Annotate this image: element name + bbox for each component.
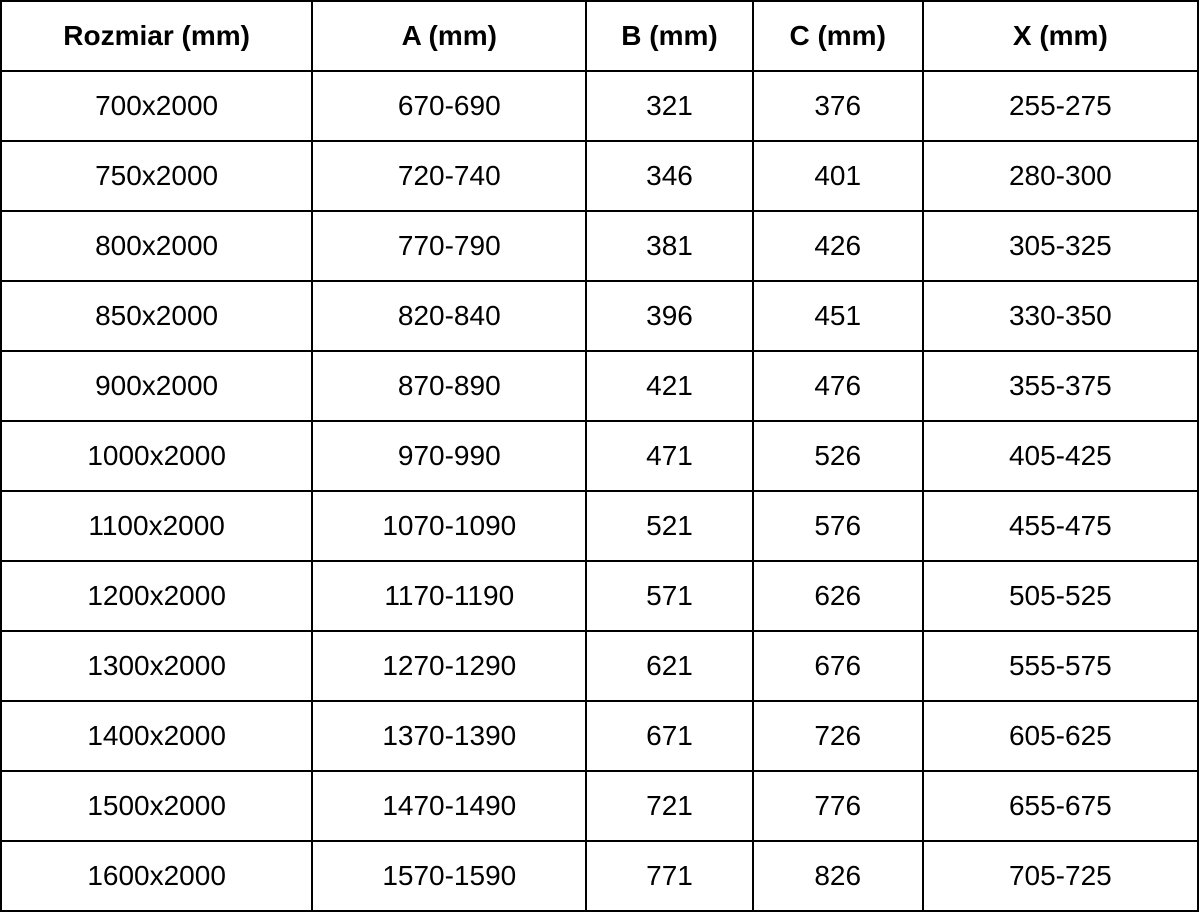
table-row: [1, 701, 1198, 771]
table-cell: 621: [586, 631, 752, 701]
table-cell: 455-475: [923, 491, 1198, 561]
table-cell: 305-325: [923, 211, 1198, 281]
table-row: [1, 351, 1198, 421]
table-cell: 1500x2000: [1, 771, 312, 841]
table-cell: 521: [586, 491, 752, 561]
table-cell: 700x2000: [1, 71, 312, 141]
table-cell: 355-375: [923, 351, 1198, 421]
table-cell: 1570-1590: [312, 841, 586, 911]
table-cell: 820-840: [312, 281, 586, 351]
table-cell: 870-890: [312, 351, 586, 421]
table-cell: 720-740: [312, 141, 586, 211]
table-cell: 1070-1090: [312, 491, 586, 561]
table-cell: 346: [586, 141, 752, 211]
column-header: Rozmiar (mm): [1, 1, 312, 71]
table-cell: 321: [586, 71, 752, 141]
table-cell: 381: [586, 211, 752, 281]
table-cell: 605-625: [923, 701, 1198, 771]
table-cell: 405-425: [923, 421, 1198, 491]
column-header: C (mm): [753, 1, 923, 71]
table-cell: 750x2000: [1, 141, 312, 211]
table-cell: 1300x2000: [1, 631, 312, 701]
table-cell: 671: [586, 701, 752, 771]
table-cell: 555-575: [923, 631, 1198, 701]
table-cell: 421: [586, 351, 752, 421]
table-cell: 1170-1190: [312, 561, 586, 631]
table-cell: 970-990: [312, 421, 586, 491]
table-cell: 571: [586, 561, 752, 631]
table-cell: 900x2000: [1, 351, 312, 421]
table-cell: 670-690: [312, 71, 586, 141]
table-cell: 1470-1490: [312, 771, 586, 841]
table-cell: 721: [586, 771, 752, 841]
table-cell: 376: [753, 71, 923, 141]
header-row: [1, 1, 1198, 71]
table-cell: 505-525: [923, 561, 1198, 631]
table-row: [1, 841, 1198, 911]
table-cell: 471: [586, 421, 752, 491]
table-cell: 451: [753, 281, 923, 351]
table-cell: 770-790: [312, 211, 586, 281]
column-header: X (mm): [923, 1, 1198, 71]
table-cell: 1600x2000: [1, 841, 312, 911]
table-cell: 280-300: [923, 141, 1198, 211]
table-cell: 655-675: [923, 771, 1198, 841]
table-cell: 1000x2000: [1, 421, 312, 491]
table-row: [1, 421, 1198, 491]
column-header: B (mm): [586, 1, 752, 71]
table-cell: 401: [753, 141, 923, 211]
table-body: [1, 71, 1198, 911]
table-cell: 576: [753, 491, 923, 561]
table-cell: 526: [753, 421, 923, 491]
table-row: [1, 771, 1198, 841]
table-cell: 626: [753, 561, 923, 631]
table-row: [1, 491, 1198, 561]
table-cell: 1370-1390: [312, 701, 586, 771]
table-row: [1, 141, 1198, 211]
table-cell: 396: [586, 281, 752, 351]
table-cell: 676: [753, 631, 923, 701]
column-header: A (mm): [312, 1, 586, 71]
table-cell: 1200x2000: [1, 561, 312, 631]
table-cell: 771: [586, 841, 752, 911]
table-row: [1, 281, 1198, 351]
table-cell: 800x2000: [1, 211, 312, 281]
table-cell: 705-725: [923, 841, 1198, 911]
table-row: [1, 561, 1198, 631]
table-cell: 1400x2000: [1, 701, 312, 771]
table-cell: 330-350: [923, 281, 1198, 351]
table-cell: 426: [753, 211, 923, 281]
table-cell: 826: [753, 841, 923, 911]
table-cell: 776: [753, 771, 923, 841]
table-cell: 726: [753, 701, 923, 771]
table-row: [1, 211, 1198, 281]
table-cell: 476: [753, 351, 923, 421]
table-cell: 1100x2000: [1, 491, 312, 561]
table-cell: 1270-1290: [312, 631, 586, 701]
table-row: [1, 631, 1198, 701]
table-cell: 850x2000: [1, 281, 312, 351]
table-cell: 255-275: [923, 71, 1198, 141]
table-row: [1, 71, 1198, 141]
